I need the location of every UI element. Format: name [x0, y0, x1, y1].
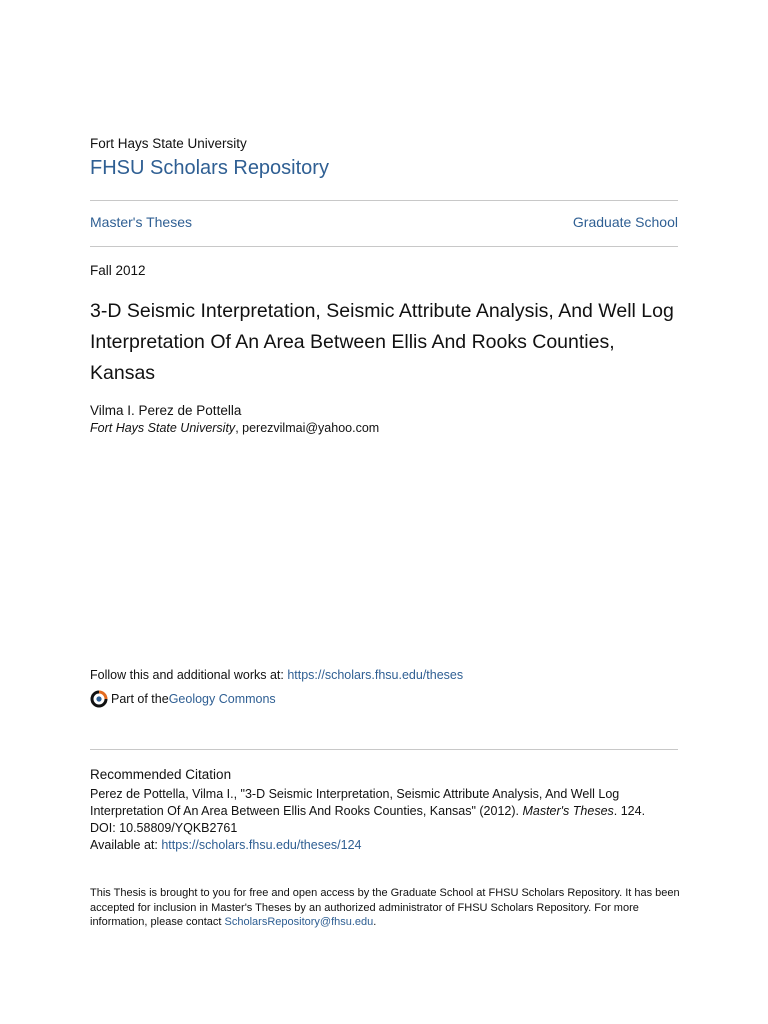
divider	[90, 200, 678, 201]
recommended-citation-heading: Recommended Citation	[90, 767, 232, 782]
graduate-school-link[interactable]: Graduate School	[572, 214, 678, 230]
author-affiliation	[90, 421, 379, 435]
theses-collection-link[interactable]: https://scholars.fhsu.edu/theses	[287, 668, 464, 682]
access-notice-end: .	[373, 916, 377, 928]
access-notice	[90, 886, 680, 930]
repository-link[interactable]: FHSU Scholars Repository	[90, 157, 329, 179]
citation-series: Master's Theses	[522, 804, 614, 818]
follow-line	[90, 668, 463, 682]
thesis-permalink[interactable]: https://scholars.fhsu.edu/theses/124	[161, 838, 362, 852]
available-prefix: Available at:	[90, 838, 162, 852]
divider	[90, 246, 678, 247]
thesis-title: 3-D Seismic Interpretation, Seismic Attribute Analysis, And Well Log Interpretation Of An Area Between Ellis And Rooks Counties, Kansas	[90, 300, 674, 384]
masters-theses-link[interactable]: Master's Theses	[90, 214, 193, 230]
citation-number: . 124.	[613, 804, 646, 818]
university-name: Fort Hays State University	[90, 136, 247, 151]
divider	[90, 749, 678, 750]
publication-season: Fall 2012	[90, 263, 146, 278]
author-institution: Fort Hays State University	[90, 421, 236, 435]
follow-prefix: Follow this and additional works at:	[90, 668, 288, 682]
access-notice-text: This Thesis is brought to you for free and open access by the Graduate School at FHSU Scholars Repository. It has been accepted for inclusion in Master's Theses by an authorized administrator of FHSU Scholars Repository. For more information, please contact	[90, 887, 680, 928]
citation-doi: DOI: 10.58809/YQKB2761	[90, 821, 238, 835]
part-of-prefix: Part of the	[111, 692, 169, 706]
citation-block	[90, 786, 680, 854]
contact-email-link[interactable]: ScholarsRepository@fhsu.edu	[224, 916, 374, 928]
author-email: , perezvilmai@yahoo.com	[235, 421, 380, 435]
geology-commons-link[interactable]: Geology Commons	[168, 692, 276, 706]
author-name: Vilma I. Perez de Pottella	[90, 403, 242, 418]
part-of-line	[90, 690, 276, 708]
citation-text: Perez de Pottella, Vilma I., "3-D Seismic Interpretation, Seismic Attribute Analysis, And Well Log Interpretation Of An Area Between Ellis And Rooks Counties, Kansas" (2012).	[90, 787, 620, 818]
commons-network-icon	[90, 690, 108, 708]
